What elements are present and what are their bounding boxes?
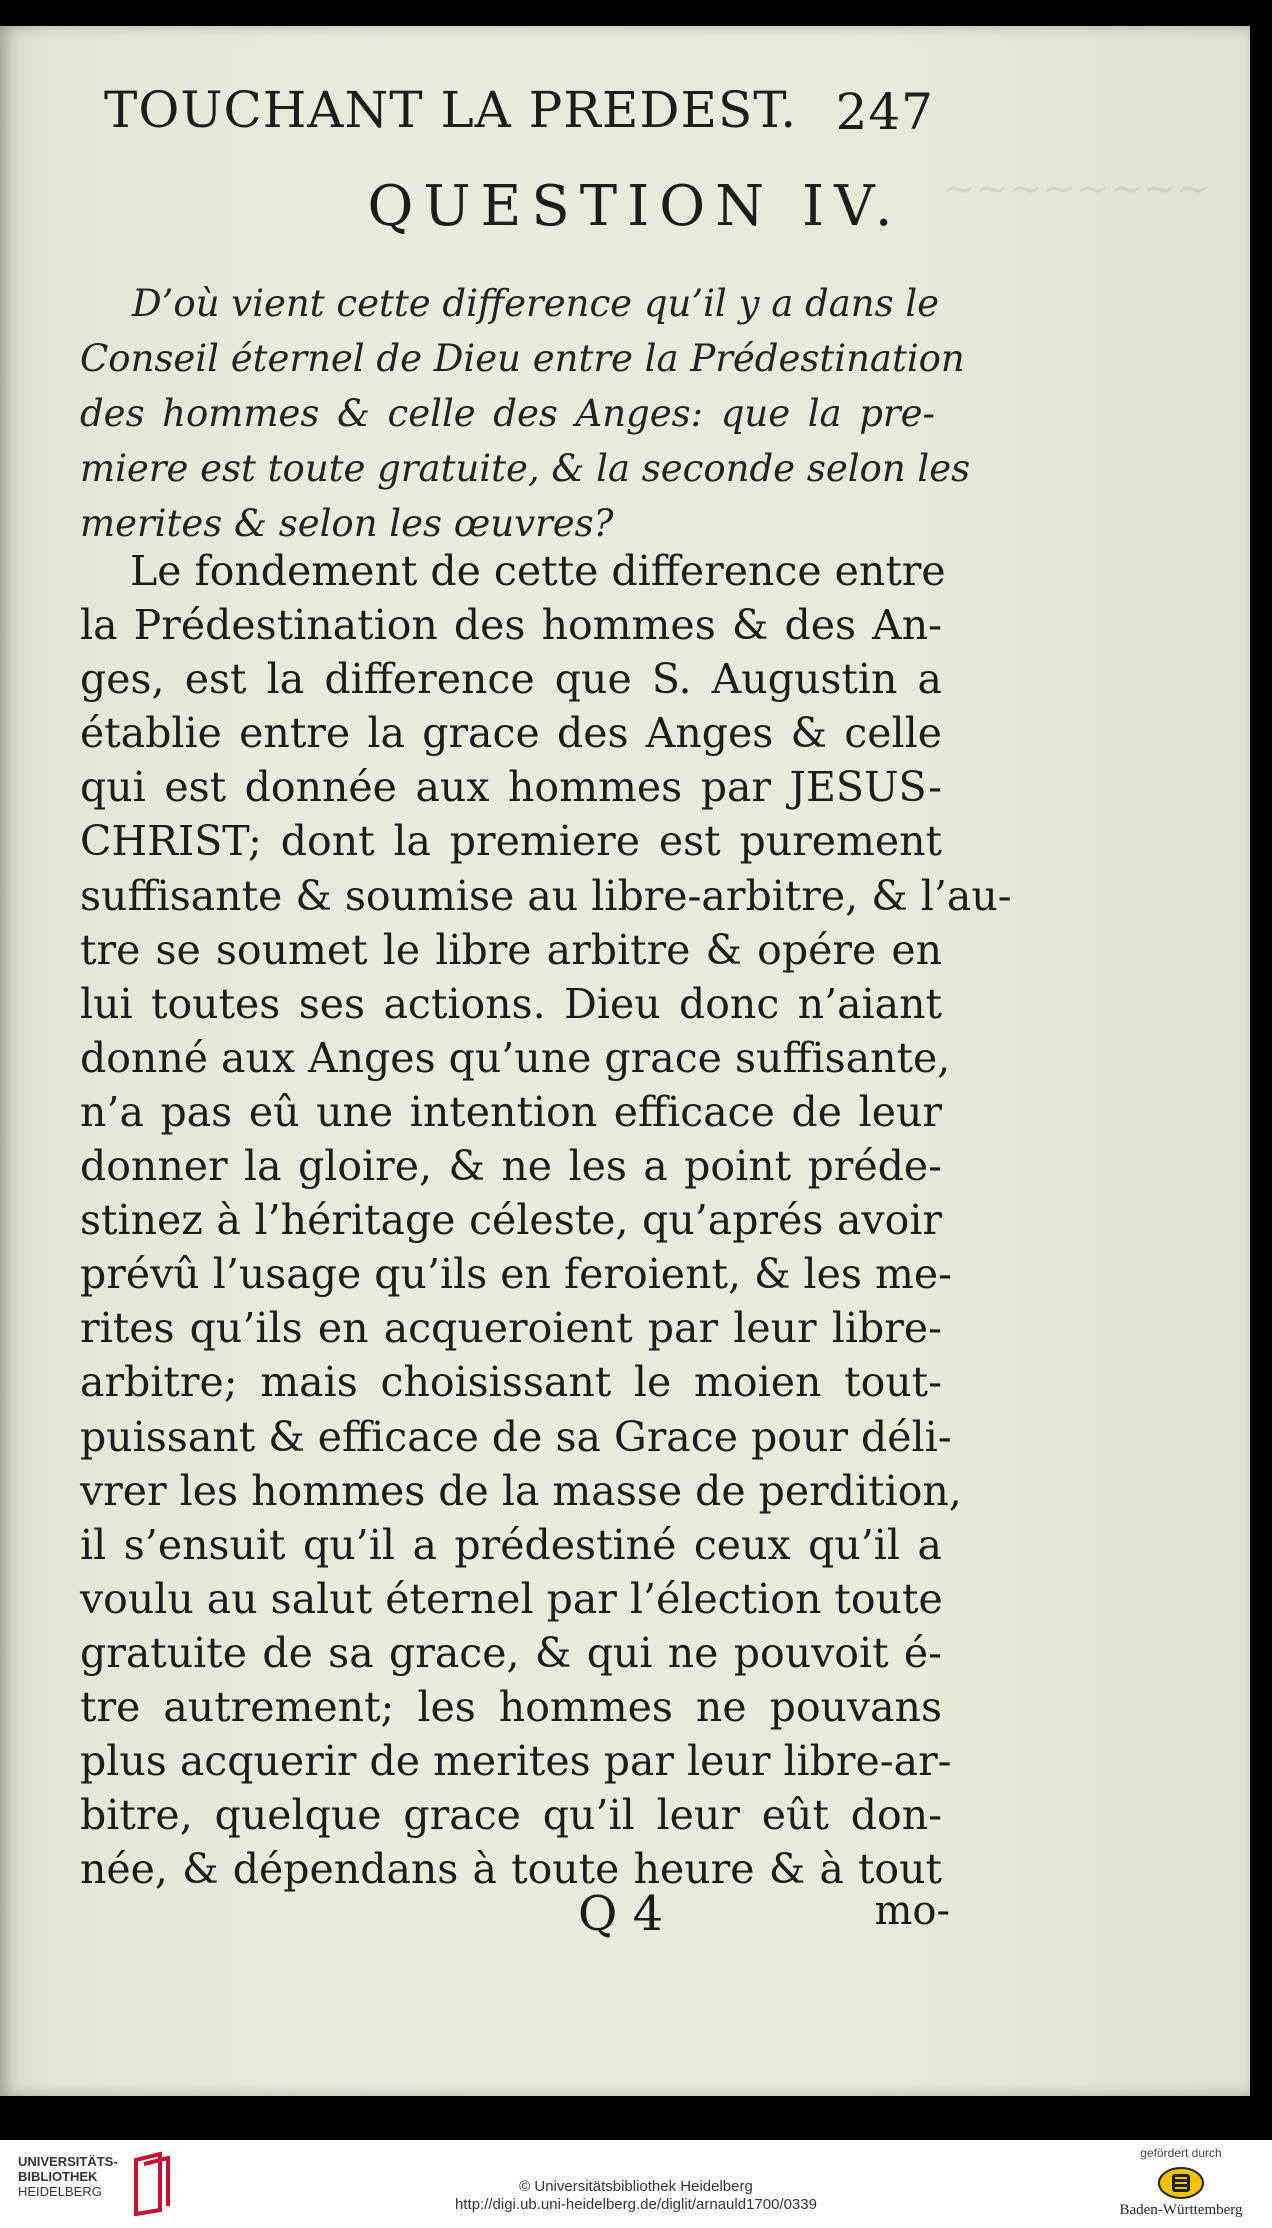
question-line: D’où vient cette difference qu’il y a dans le	[132, 282, 940, 325]
question-line: Conseil éternel de Dieu entre la Prédestination	[80, 337, 965, 380]
copyright-text: © Universitätsbibliothek Heidelberg	[519, 2178, 753, 2195]
coat-of-arms-icon	[1155, 2166, 1207, 2200]
body-line: arbitre; mais choisissant le moien tout-	[80, 1358, 942, 1407]
body-line: ges, est la difference que S. Augustin a	[80, 655, 942, 704]
body-line: suffisante & soumise au libre-arbitre, & l’au-	[80, 871, 1012, 920]
question-title: QUESTION IV.	[367, 174, 903, 239]
question-line: des hommes & celle des Anges: que la pre-	[80, 392, 935, 435]
body-line: n’a pas eû une intention efficace de leur	[80, 1087, 942, 1136]
body-line: bitre, quelque grace qu’il leur eût don-	[80, 1791, 942, 1840]
signature-mark: Q 4	[578, 1886, 664, 1942]
body-line: Le fondement de cette difference entre	[130, 547, 946, 595]
body-line: rites qu’ils en acqueroient par leur libre-	[80, 1304, 942, 1353]
library-name-line: UNIVERSITÄTS-	[18, 2154, 118, 2169]
body-line: la Prédestination des hommes & des An-	[80, 601, 942, 650]
catchword: mo-	[874, 1888, 950, 1934]
body-line: lui toutes ses actions. Dieu donc n’aiant	[80, 979, 942, 1028]
bleed-through-text: ~~~~~~~~	[941, 166, 1210, 212]
body-line: donner la gloire, & ne les a point préde-	[80, 1142, 942, 1191]
body-line: qui est donnée aux hommes par JESUS-	[80, 763, 942, 812]
body-line: établie entre la grace des Anges & celle	[80, 709, 942, 758]
body-line: gratuite de sa grace, & qui ne pouvoit é-	[80, 1628, 942, 1677]
sponsor-name: Baden-Württemberg	[1119, 2202, 1243, 2218]
body-line: puissant & efficace de sa Grace pour déli-	[80, 1412, 952, 1461]
body-line: CHRIST; dont la premiere est purement	[80, 817, 942, 866]
sponsor-label: gefördert durch	[1140, 2146, 1222, 2160]
question-line: miere est toute gratuite, & la seconde selon les	[80, 447, 971, 490]
body-line: donné aux Anges qu’une grace suffisante,	[80, 1033, 951, 1082]
copyright-block	[0, 2178, 1272, 2214]
library-name-line: HEIDELBERG	[18, 2184, 102, 2199]
body-text	[80, 544, 1012, 1896]
body-line: tre autrement; les hommes ne pouvans	[80, 1682, 942, 1731]
body-line: tre se soumet le libre arbitre & opére en	[80, 925, 942, 974]
body-line: vrer les hommes de la masse de perdition,	[80, 1466, 962, 1515]
body-line: plus acquerir de merites par leur libre-ar-	[80, 1737, 952, 1786]
running-header	[104, 81, 934, 139]
permalink[interactable]: http://digi.ub.uni-heidelberg.de/diglit/arnauld1700/0339	[455, 2196, 817, 2213]
footer-bar	[0, 2140, 1272, 2228]
body-line: stinez à l’héritage céleste, qu’aprés avoir	[80, 1196, 942, 1245]
question-text	[80, 276, 971, 551]
running-title: TOUCHANT LA PREDEST.	[104, 81, 798, 139]
sponsor-block	[1106, 2146, 1256, 2219]
question-line: merites & selon les œuvres?	[80, 502, 614, 545]
body-line: prévû l’usage qu’ils en feroient, & les me-	[80, 1250, 952, 1299]
book-page	[0, 26, 1250, 2096]
body-line: voulu au salut éternel par l’élection toute	[80, 1574, 943, 1623]
body-line: née, & dépendans à toute heure & à tout	[80, 1845, 942, 1894]
page-number: 247	[835, 83, 934, 141]
body-line: il s’ensuit qu’il a prédestiné ceux qu’il a	[80, 1520, 942, 1569]
library-name-line: BIBLIOTHEK	[18, 2169, 98, 2184]
